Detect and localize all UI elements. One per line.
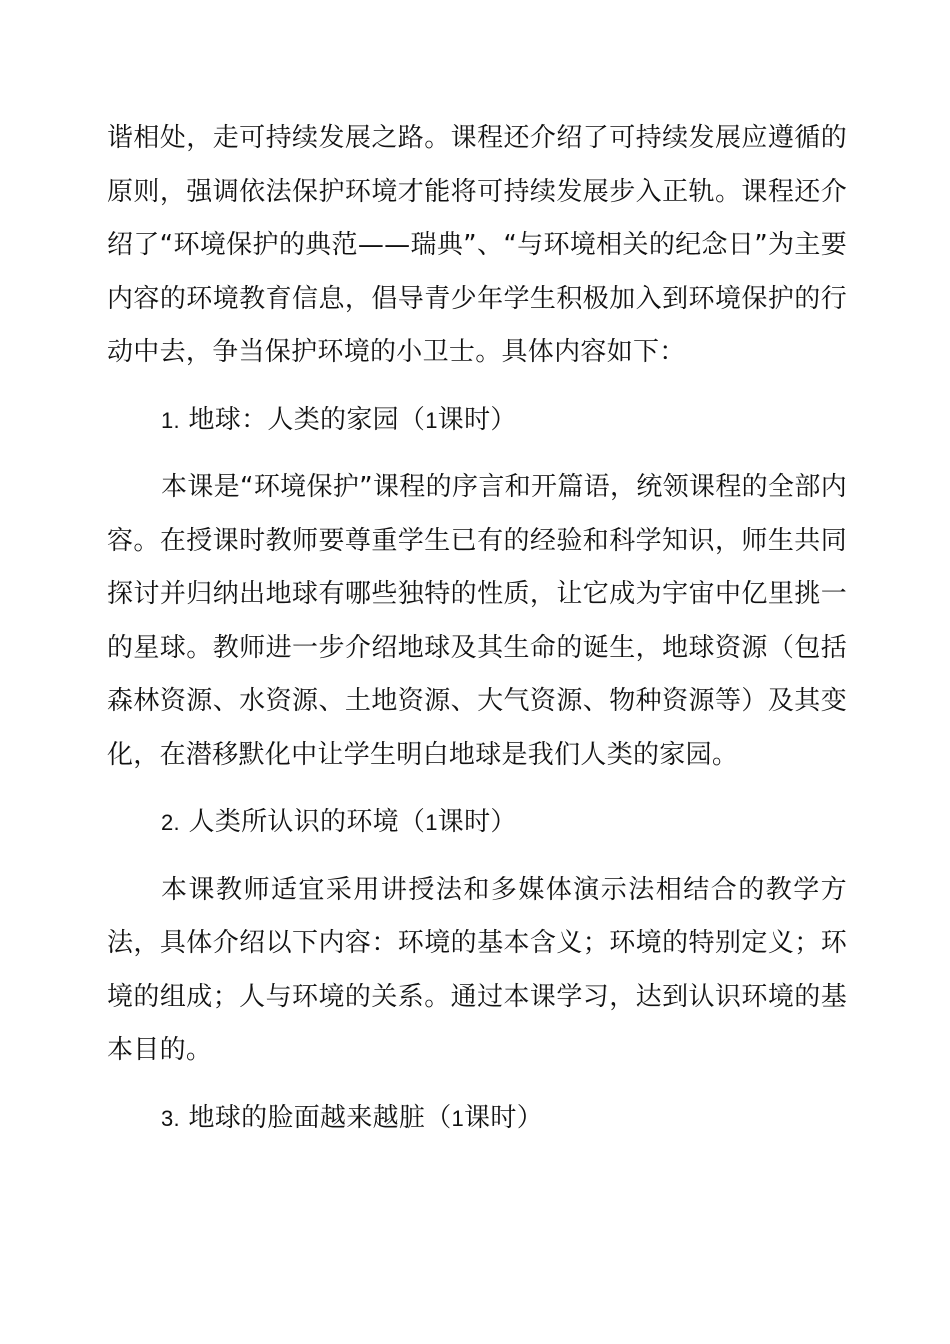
spacer <box>107 850 847 864</box>
section-hours-suffix: 课时） <box>437 807 517 837</box>
section-heading-2 <box>107 796 847 850</box>
section-number: 3. <box>161 1105 180 1131</box>
section-body-2: 本课教师适宜采用讲授法和多媒体演示法相结合的教学方法，具体介绍以下内容：环境的基本含义；环境的特别定义；环境的组成；人与环境的关系。通过本课学习，达到认识环境的基本目的。 <box>107 874 847 1065</box>
section-body-1: 本课是“环境保护”课程的序言和开篇语，统领课程的全部内容。在授课时教师要尊重学生已有的经验和科学知识，师生共同探讨并归纳出地球有哪些独特的性质，让它成为宇宙中亿里挑一的星球。教师进一步介绍地球及其生命的诞生，地球资源（包括森林资源、水资源、土地资源、大气资源、物种资源等）及其变化，在潜移默化中让学生明白地球是我们人类的家园。 <box>107 472 847 770</box>
intro-paragraph: 谐相处，走可持续发展之路。课程还介绍了可持续发展应遵循的原则，强调依法保护环境才能将可持续发展步入正轨。课程还介绍了“环境保护的典范——瑞典”、“与环境相关的纪念日”为主要内容的环境教育信息，倡导青少年学生积极加入到环境保护的行动中去，争当保护环境的小卫士。具体内容如下： <box>107 123 847 367</box>
spacer <box>107 782 847 796</box>
section-heading-3 <box>107 1092 847 1146</box>
section-hours-suffix: 课时） <box>437 404 517 435</box>
section-number: 1. <box>161 407 180 433</box>
section-hours: 1 <box>425 407 438 433</box>
document-body <box>107 112 847 1145</box>
section-title: 人类所认识的环境（ <box>188 807 426 837</box>
spacer <box>107 380 847 394</box>
section-number: 2. <box>161 810 180 835</box>
section-hours: 1 <box>451 1105 465 1131</box>
section-heading-1 <box>107 394 847 448</box>
section-hours: 1 <box>425 810 438 835</box>
section-title: 地球：人类的家园（ <box>188 404 426 435</box>
section-title: 地球的脸面越来越脏（ <box>188 1102 452 1133</box>
section-hours-suffix: 课时） <box>464 1102 543 1133</box>
spacer <box>107 1078 847 1092</box>
spacer <box>107 447 847 461</box>
